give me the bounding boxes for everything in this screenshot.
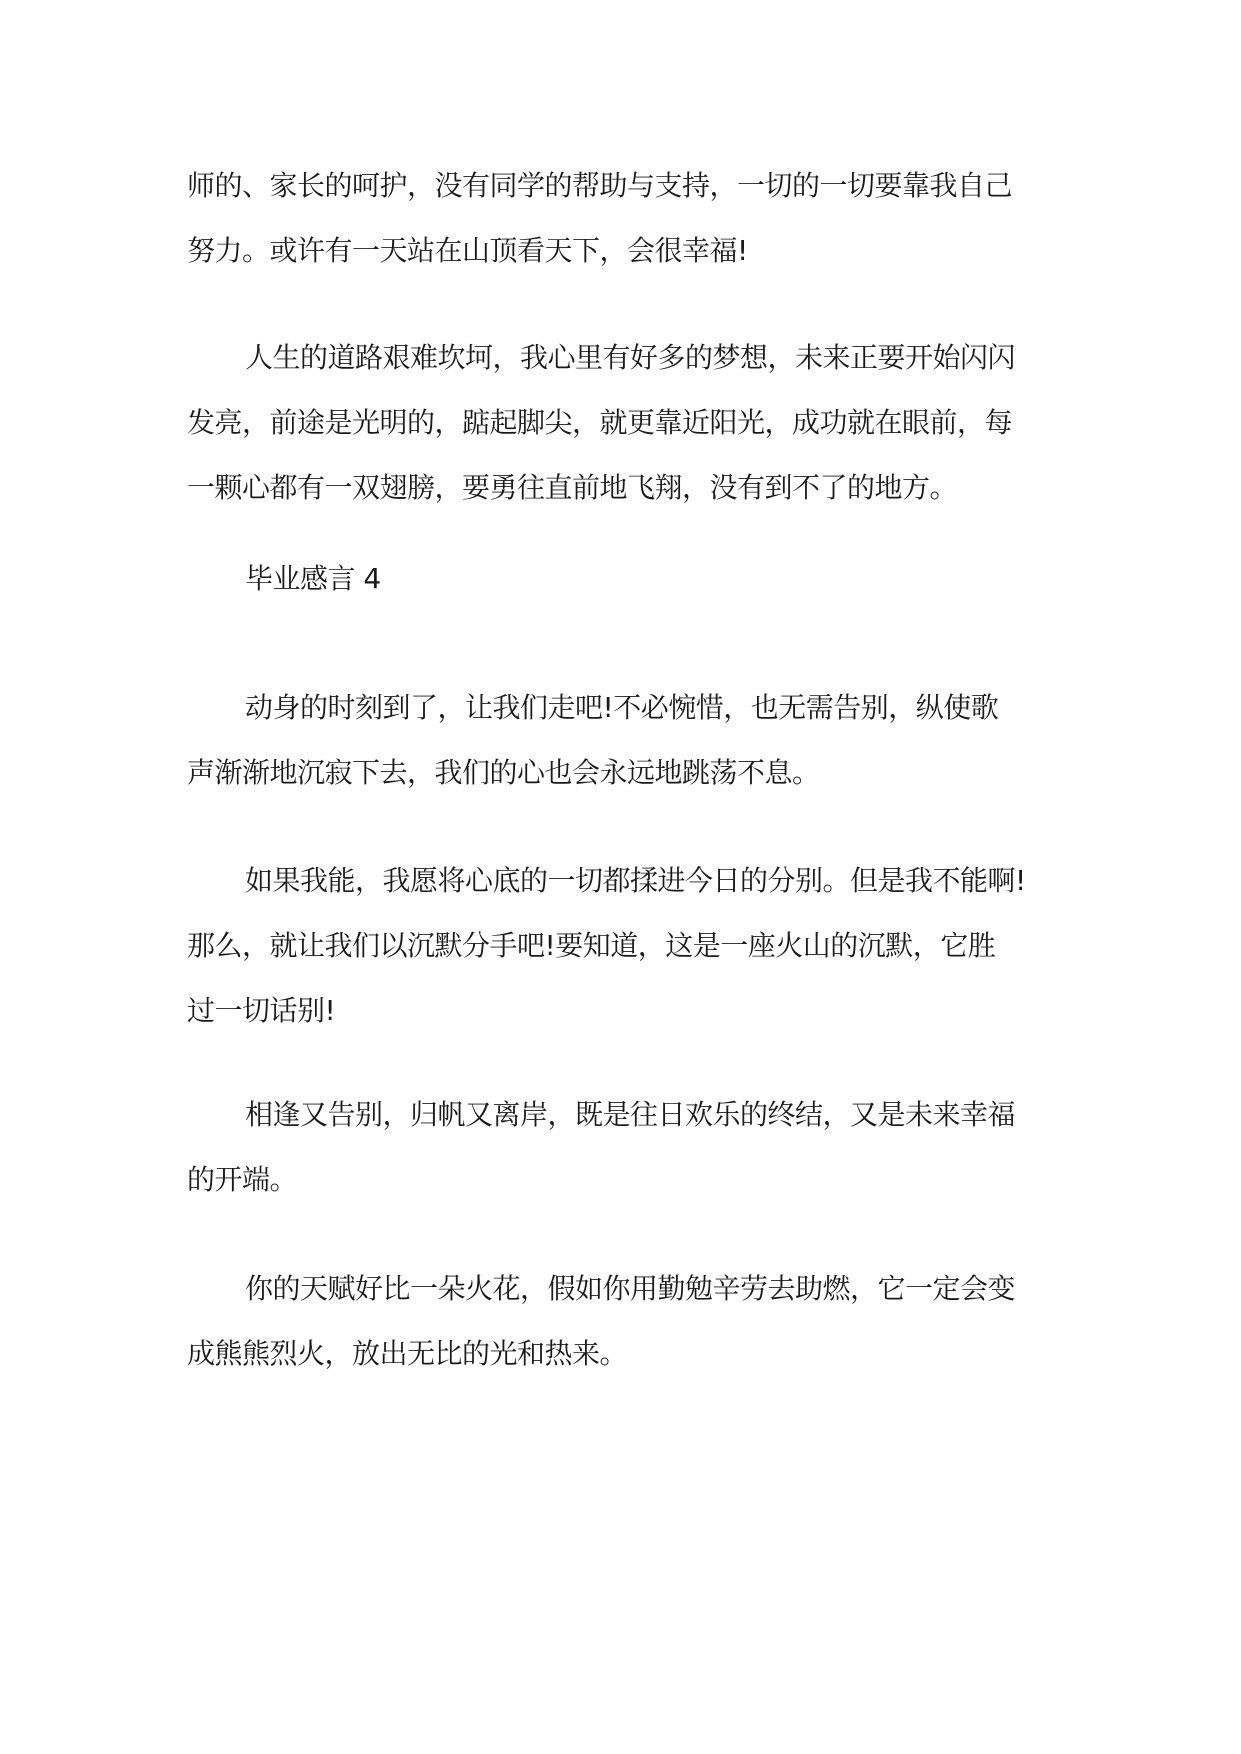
- text-line: 如果我能，我愿将心底的一切都揉进今日的分别。但是我不能啊!: [245, 864, 1026, 897]
- text-line: 一颗心都有一双翅膀，要勇往直前地飞翔，没有到不了的地方。: [187, 471, 958, 504]
- text-line: 努力。或许有一天站在山顶看天下，会很幸福!: [187, 234, 748, 267]
- text-line: 声渐渐地沉寂下去，我们的心也会永远地跳荡不息。: [187, 756, 820, 789]
- text-line: 那么，就让我们以沉默分手吧!要知道，这是一座火山的沉默，它胜: [187, 929, 996, 962]
- text-line: 师的、家长的呵护，没有同学的帮助与支持，一切的一切要靠我自己: [187, 169, 1013, 202]
- paragraph-departure: [187, 675, 1057, 805]
- paragraph-silence: [187, 848, 1057, 1043]
- text-line: 相逢又告别，归帆又离岸，既是往日欢乐的终结，又是未来幸福: [245, 1098, 1016, 1131]
- paragraph-farewell: [187, 1082, 1057, 1212]
- text-line: 的开端。: [187, 1163, 298, 1196]
- text-line: 人生的道路艰难坎坷，我心里有好多的梦想，未来正要开始闪闪: [245, 341, 1016, 374]
- paragraph-talent: [187, 1256, 1057, 1386]
- text-line: 成熊熊烈火，放出无比的光和热来。: [187, 1337, 628, 1370]
- text-line: 你的天赋好比一朵火花，假如你用勤勉辛劳去助燃，它一定会变: [245, 1272, 1016, 1305]
- text-line: 发亮，前途是光明的，踮起脚尖，就更靠近阳光，成功就在眼前，每: [187, 406, 1013, 439]
- section-title: 毕业感言 4: [245, 562, 381, 595]
- section-heading: [187, 546, 1057, 611]
- paragraph-continuation: [187, 153, 1057, 283]
- paragraph-dreams: [187, 325, 1057, 520]
- text-line: 动身的时刻到了，让我们走吧!不必惋惜，也无需告别，纵使歌: [245, 691, 999, 724]
- text-line: 过一切话别!: [187, 994, 336, 1027]
